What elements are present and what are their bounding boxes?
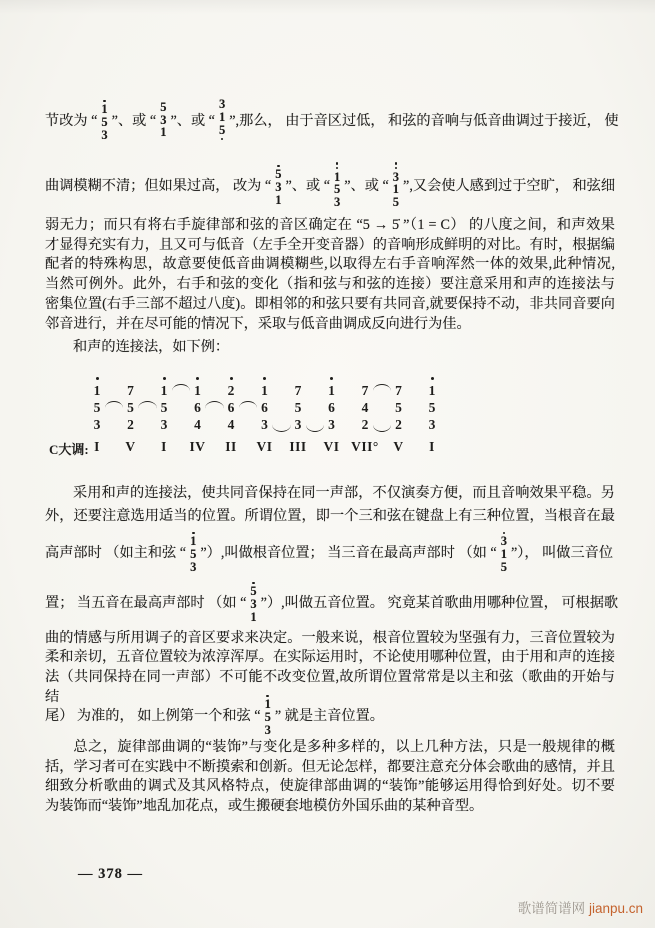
roman-numeral: I — [161, 439, 167, 454]
inline-chord — [275, 163, 281, 206]
chord-note: 1 — [275, 192, 282, 207]
text-line: 弱无力；而只有将右手旋律部和弦的音区确定在 “5 → 5̇ ”（1 = C） 的八度之间，和声效果 — [45, 217, 615, 233]
text-segment: ”、或 “ — [170, 113, 215, 129]
text-segment: 高声部时 （如主和弦 “ — [45, 545, 187, 561]
roman-numeral: III — [289, 439, 307, 454]
chord-note: 5 — [250, 584, 257, 599]
chord-note: 1 — [428, 383, 436, 398]
chord-note: 1 — [194, 383, 201, 398]
chord-note: 5 — [275, 167, 282, 182]
tie-arc — [373, 384, 392, 392]
roman-numeral: VI — [323, 439, 340, 454]
chord-note: 1 — [190, 534, 197, 549]
paragraph3-line4 — [45, 578, 619, 626]
text-segment: ”）,叫做根音位置； 当三音在最高声部时 （如 “ — [200, 545, 497, 561]
chord-note: 6 — [227, 400, 235, 415]
chord-note: 3 — [428, 417, 436, 432]
text-line: 括，学习者可在实践中不断摸索和创新。但无论怎样，都要注意充分体会歌曲的感情，并且 — [45, 758, 615, 775]
text-segment: ”）， 叫做三音位 — [510, 545, 614, 561]
octave-dot — [230, 377, 233, 380]
text-segment: ”,又会使人感到过于空旷， 和弦细 — [403, 178, 616, 194]
example-intro-line: 和声的连接法，如下例： — [73, 339, 230, 355]
octave-dot — [336, 162, 339, 165]
chord-note: 3 — [250, 596, 257, 611]
chord-note: 3 — [190, 559, 197, 574]
chord-note: 1 — [160, 125, 167, 140]
chord-note: 1 — [160, 383, 168, 398]
octave-dot — [330, 377, 333, 380]
chord-note: 6 — [328, 400, 335, 415]
text-line: 为装饰而“装饰”地乱加花点，或生搬硬套地模仿外国乐曲的某种音型。 — [45, 798, 484, 815]
paragraph3-line8 — [45, 691, 615, 739]
roman-numeral: I — [429, 439, 435, 454]
chord-note: 3 — [328, 417, 335, 432]
chord-note: 5 — [392, 195, 400, 210]
tie-arc — [205, 401, 224, 409]
text-line: 当然可例外。此外，右手和弦的变化（指和弦与和弦的连接）要注意采用和声的连接法与 — [45, 276, 615, 293]
chord-note: 5 — [101, 114, 108, 129]
chord-note: 5 — [500, 559, 507, 574]
tie-arc — [105, 401, 124, 409]
paragraph3-line3 — [45, 528, 615, 576]
chord-note: 5 — [218, 123, 226, 137]
chord-note: 2 — [395, 417, 402, 432]
chord-note: 4 — [194, 417, 201, 432]
chord-note: 3 — [101, 127, 108, 142]
octave-dot — [96, 377, 99, 380]
chord-note: 7 — [395, 383, 402, 398]
text-segment: ”、或 “ — [344, 178, 389, 194]
chord-note: 5 — [190, 546, 197, 561]
text-line: 配者的特殊构思，故意要使低音曲调模糊些,以取得左右手音响浑然一体的效果,此种情况, — [45, 256, 615, 273]
text-segment: 尾） 为准的， 如上例第一个和弦 “ — [45, 708, 261, 724]
chord-note: 1 — [250, 609, 257, 624]
text-line: 总之，旋律部曲调的“装饰”与变化是多种多样的，以上几种方法，只是一般规律的概 — [73, 739, 615, 755]
text-segment: ” 就是主音位置。 — [274, 708, 384, 724]
chord-note: 3 — [261, 417, 268, 432]
chord-note: 5 — [294, 400, 302, 415]
text-line: 细致分析歌曲的调式及其风格特点，使旋律部曲调的“装饰”能够运用得恰到好处。切不要 — [45, 778, 615, 795]
text-line: 才显得充实有力，且又可与低音（左手全开变音器）的音响形成鲜明的对比。有时，根据编 — [45, 236, 615, 253]
paragraph3-line6: 柔和亲切，五音位置较为浓淳浑厚。在实际运用时，不论使用哪种位置，由于用和声的连接 — [45, 649, 615, 665]
text-segment: ”、或 “ — [285, 178, 330, 194]
inline-chord — [190, 530, 196, 573]
chord-note: 3 — [264, 722, 271, 737]
paragraph4 — [45, 738, 615, 817]
paragraph2 — [45, 216, 615, 334]
chord-note: 3 — [392, 169, 400, 184]
tie-arc — [172, 384, 191, 392]
watermark-site-url: jianpu.cn — [588, 901, 643, 916]
roman-numeral: V — [393, 439, 404, 454]
roman-numeral: I — [94, 439, 100, 454]
chord-note: 1 — [261, 383, 268, 398]
chord-note: 5 — [264, 709, 271, 724]
chord-column — [420, 375, 444, 433]
paragraph3-line5: 曲的情感与所用调子的音区要求来决定。一般来说，根音位置较为坚强有力，三音位置较为 — [45, 630, 615, 646]
text-segment: ”、或 “ — [111, 113, 157, 129]
chord-note: 7 — [361, 383, 369, 398]
chord-note: 3 — [294, 417, 302, 432]
paragraph1-line1 — [45, 94, 619, 146]
roman-numeral: V — [125, 439, 136, 454]
paragraph3-line7: 法（共同保持在同一声部）不可能不改变位置,故所谓位置常常是以主和弦（歌曲的开始与结 — [45, 669, 615, 705]
paragraph3-line1: 采用和声的连接法，使共同音保持在同一声部，不仅演奏方便，而且音响效果平稳。另 — [73, 485, 615, 501]
chord-note: 5 — [160, 400, 168, 415]
chord-note: 1 — [392, 182, 400, 197]
tie-arc — [138, 401, 157, 409]
text-segment: 节改为 “ — [45, 113, 98, 129]
inline-chord — [501, 530, 507, 573]
chord-note: 3 — [160, 417, 168, 432]
roman-numeral: II — [225, 439, 237, 454]
chord-note: 5 — [127, 400, 134, 415]
chord-note: 5 — [160, 99, 167, 114]
harmony-example — [45, 375, 615, 467]
watermark — [518, 897, 643, 917]
chord-note: 4 — [227, 417, 235, 432]
inline-chord — [265, 693, 271, 736]
inline-chord — [219, 98, 225, 141]
text-segment: 曲调模糊不清；但如果过高， 改为 “ — [45, 178, 272, 194]
chord-note: 3 — [500, 534, 507, 549]
chord-note: 6 — [261, 400, 268, 415]
chord-note: 5 — [334, 182, 341, 197]
inline-chord — [334, 161, 340, 209]
roman-numeral: VII° — [351, 439, 379, 454]
chord-note: 3 — [160, 112, 167, 127]
chord-note: 1 — [500, 546, 507, 561]
text-segment: 置； 当五音在最高声部时 （如 “ — [45, 595, 247, 611]
text-segment: ”,那么， 由于音区过低， 和弦的音响与低音曲调过于接近， 使 — [229, 113, 619, 129]
chord-note: 7 — [294, 383, 302, 398]
chord-note: 2 — [127, 417, 134, 432]
octave-dot — [263, 377, 266, 380]
octave-dot — [196, 377, 199, 380]
chord-note: 1 — [328, 383, 335, 398]
octave-dot — [431, 377, 434, 380]
octave-dot — [395, 162, 398, 165]
inline-chord — [101, 98, 107, 141]
chord-note: 6 — [194, 400, 201, 415]
chord-note: 7 — [127, 383, 134, 398]
chord-note: 1 — [93, 383, 101, 398]
chord-note: 1 — [101, 102, 108, 117]
inline-chord — [393, 161, 399, 209]
chord-note: 5 — [428, 400, 436, 415]
text-line: 邻音进行，并在尽可能的情况下，采取与低音曲调成反向进行为佳。 — [45, 315, 471, 332]
paragraph3-line2: 外，还要注意选用适当的位置。所谓位置，即一个三和弦在键盘上有三种位置，当根音在最 — [45, 508, 615, 524]
roman-numeral: VI — [256, 439, 273, 454]
watermark-site-name: 歌谱简谱网 — [517, 901, 586, 916]
chord-note: 4 — [361, 400, 369, 415]
chord-note: 3 — [93, 417, 101, 432]
chord-note: 3 — [218, 97, 226, 112]
chord-note: 3 — [334, 195, 341, 210]
chord-note: 1 — [218, 110, 226, 125]
text-line: 密集位置(右手三部不超过八度)。即相邻的和弦只要有共同音,就要保持不动，非共同音要向 — [45, 295, 615, 312]
key-label: C大调: — [49, 442, 89, 457]
roman-numeral: IV — [189, 439, 206, 454]
tie-arc — [239, 401, 258, 409]
chord-note: 1 — [334, 169, 341, 184]
inline-chord — [160, 101, 166, 139]
paragraph1-line2 — [45, 159, 615, 211]
chord-note: 5 — [395, 400, 402, 415]
octave-dot — [221, 138, 224, 141]
chord-note: 2 — [227, 383, 235, 398]
chord-note: 3 — [275, 179, 282, 194]
chord-note: 2 — [361, 417, 369, 432]
inline-chord — [250, 580, 256, 623]
octave-dot — [163, 377, 166, 380]
text-segment: ”）,叫做五音位置。 究竟某首歌曲用哪种位置， 可根据歌 — [260, 595, 619, 611]
chord-note: 1 — [264, 697, 271, 712]
page-number: — 378 — — [78, 866, 143, 882]
chord-note: 5 — [93, 400, 101, 415]
